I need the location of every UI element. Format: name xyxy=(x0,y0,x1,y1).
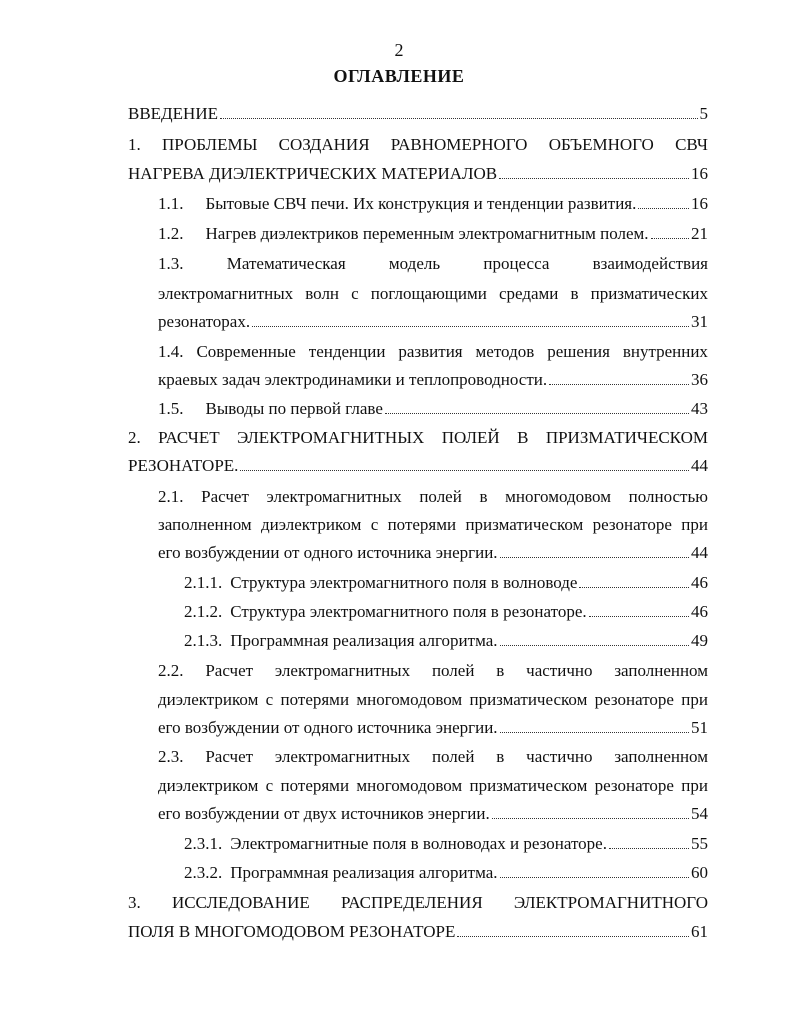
toc-word: при xyxy=(681,690,708,709)
toc-entry-title: его возбуждении от одного источника энергии. xyxy=(158,718,498,737)
toc-word: в xyxy=(479,487,488,506)
toc-word: резонаторе xyxy=(594,690,674,709)
leader-dots xyxy=(579,587,689,588)
toc-entry-title: Структура электромагнитного поля в резонаторе. xyxy=(230,602,587,621)
toc-entry-2-1-1 xyxy=(184,571,708,595)
toc-entry-1-2 xyxy=(158,222,708,246)
toc-entry-title: его возбуждении от одного источника энергии. xyxy=(158,543,498,562)
toc-entry-1-3-line2 xyxy=(158,282,708,306)
toc-word: взаимодействия xyxy=(592,254,708,273)
toc-entry-number: 2.1.3. xyxy=(184,631,223,650)
toc-entry-page: 36 xyxy=(691,370,708,389)
leader-dots xyxy=(500,877,689,878)
toc-entry-2-1-line3 xyxy=(158,541,708,565)
toc-word: ПРИЗМАТИЧЕСКОМ xyxy=(545,428,708,447)
toc-entry-page: 55 xyxy=(691,834,708,853)
toc-entry-number: 1.2. xyxy=(158,224,184,243)
toc-entry-2-3-1 xyxy=(184,832,708,856)
toc-word: РАСЧЕТ xyxy=(158,428,220,447)
toc-entry-title: Бытовые СВЧ печи. Их конструкция и тенденции развития. xyxy=(205,194,637,213)
toc-word: многомодовом xyxy=(505,487,611,506)
leader-dots xyxy=(609,848,689,849)
toc-entry-title: ВВЕДЕНИЕ xyxy=(128,104,218,123)
toc-entry-page: 49 xyxy=(691,631,708,650)
toc-entry-title: Нагрев диэлектриков переменным электромагнитным полем. xyxy=(205,224,649,243)
leader-dots xyxy=(549,384,689,385)
toc-word: СОЗДАНИЯ xyxy=(278,135,370,154)
toc-entry-page: 44 xyxy=(691,456,708,475)
toc-word: электромагнитных xyxy=(274,747,411,766)
toc-word: потерями xyxy=(280,690,350,709)
toc-word: диэлектриком xyxy=(261,515,362,534)
toc-entry-title: ПОЛЯ В МНОГОМОДОВОМ РЕЗОНАТОРЕ xyxy=(128,922,456,941)
toc-word: частично xyxy=(526,661,593,680)
toc-word: с xyxy=(351,284,359,303)
toc-word: заполненном xyxy=(614,747,708,766)
toc-entry-page: 16 xyxy=(691,194,708,213)
toc-word: в xyxy=(570,284,579,303)
leader-dots xyxy=(385,413,689,414)
toc-word: заполненном xyxy=(158,515,252,534)
toc-word: РАВНОМЕРНОГО xyxy=(390,135,528,154)
toc-entry-1-4-line2 xyxy=(158,368,708,392)
toc-word: ИССЛЕДОВАНИЕ xyxy=(171,893,310,912)
toc-word: поглощающими xyxy=(370,284,487,303)
toc-word: с xyxy=(370,515,379,534)
leader-dots xyxy=(651,238,689,239)
toc-word: диэлектриком xyxy=(158,776,259,795)
toc-entry-2-line2 xyxy=(128,454,708,478)
toc-word: резонаторе xyxy=(594,776,674,795)
toc-entry-1-line1 xyxy=(128,133,708,157)
leader-dots xyxy=(240,470,689,471)
toc-entry-number: 3. xyxy=(128,893,141,912)
toc-entry-3-line2 xyxy=(128,920,708,944)
toc-entry-title: Электромагнитные поля в волноводах и резонаторе. xyxy=(230,834,607,853)
toc-entry-3-line1 xyxy=(128,891,708,915)
toc-word: внутренних xyxy=(622,342,708,361)
toc-entry-2-3-2 xyxy=(184,861,708,885)
toc-word: Расчет xyxy=(205,661,254,680)
toc-word: РАСПРЕДЕЛЕНИЯ xyxy=(340,893,483,912)
toc-entry-page: 21 xyxy=(691,224,708,243)
toc-entry-page: 16 xyxy=(691,164,708,183)
leader-dots xyxy=(500,645,689,646)
toc-word: в xyxy=(496,747,505,766)
toc-entry-2-1-line2 xyxy=(158,513,708,537)
toc-word: с xyxy=(265,776,274,795)
toc-entry-title: Программная реализация алгоритма. xyxy=(230,631,498,650)
toc-word: Расчет xyxy=(205,747,254,766)
toc-word: призматическом xyxy=(465,515,584,534)
toc-word: полей xyxy=(431,661,475,680)
toc-word: призматическом xyxy=(469,690,588,709)
toc-entry-1-3-line1 xyxy=(158,252,708,276)
toc-word: ПРОБЛЕМЫ xyxy=(162,135,258,154)
toc-entry-page: 60 xyxy=(691,863,708,882)
toc-word: резонаторе xyxy=(592,515,672,534)
toc-word: ПОЛЕЙ xyxy=(441,428,500,447)
toc-entry-number: 1.1. xyxy=(158,194,184,213)
toc-word: при xyxy=(681,515,708,534)
toc-word: электромагнитных xyxy=(274,661,411,680)
toc-word: электромагнитных xyxy=(158,284,294,303)
toc-word: при xyxy=(681,776,708,795)
toc-entry-number: 1.3. xyxy=(158,254,184,273)
toc-entry-2-3-line3 xyxy=(158,802,708,826)
page-title: ОГЛАВЛЕНИЕ xyxy=(333,66,465,86)
toc-word: средами xyxy=(498,284,559,303)
toc-word: частично xyxy=(526,747,593,766)
toc-entry-2-1-3 xyxy=(184,629,708,653)
toc-entry-title: краевых задач электродинамики и теплопроводности. xyxy=(158,370,548,389)
toc-word: Расчет xyxy=(201,487,249,506)
leader-dots xyxy=(492,818,689,819)
leader-dots xyxy=(638,208,689,209)
toc-entry-2-line1 xyxy=(128,426,708,450)
toc-word: методов xyxy=(475,342,535,361)
toc-entry-2-2-line1 xyxy=(158,659,708,683)
leader-dots xyxy=(220,118,698,119)
toc-entry-number: 1. xyxy=(128,135,141,154)
toc-word: ЭЛЕКТРОМАГНИТНОГО xyxy=(513,893,708,912)
toc-word: полей xyxy=(419,487,462,506)
toc-word: тенденции xyxy=(308,342,386,361)
toc-word: диэлектриком xyxy=(158,690,259,709)
leader-dots xyxy=(589,616,689,617)
toc-word: Современные xyxy=(196,342,296,361)
toc-entry-title: РЕЗОНАТОРЕ. xyxy=(128,456,239,475)
toc-entry-2-1-line1 xyxy=(158,485,708,509)
toc-entry-1-3-line3 xyxy=(158,310,708,334)
leader-dots xyxy=(500,732,689,733)
toc-word: призматическом xyxy=(469,776,588,795)
toc-entry-page: 54 xyxy=(691,804,708,823)
toc-entry-2-2-line3 xyxy=(158,716,708,740)
toc-entry-page: 5 xyxy=(699,104,708,123)
toc-word: призматических xyxy=(590,284,708,303)
toc-entry-intro xyxy=(128,102,708,126)
toc-entry-page: 43 xyxy=(691,399,708,418)
toc-word: ОБЪЕМНОГО xyxy=(548,135,654,154)
toc-entry-1-5 xyxy=(158,397,708,421)
toc-entry-page: 46 xyxy=(691,602,708,621)
toc-word: потерями xyxy=(387,515,457,534)
toc-entry-page: 51 xyxy=(691,718,708,737)
toc-entry-number: 2.1.2. xyxy=(184,602,223,621)
leader-dots xyxy=(499,178,689,179)
toc-word: модель xyxy=(388,254,441,273)
toc-entry-title: Структура электромагнитного поля в волноводе xyxy=(230,573,578,592)
toc-entry-number: 2. xyxy=(128,428,141,447)
toc-word: в xyxy=(496,661,505,680)
toc-entry-title: Выводы по первой главе xyxy=(205,399,383,418)
toc-entry-page: 61 xyxy=(691,922,708,941)
leader-dots xyxy=(457,936,689,937)
toc-entry-title: Программная реализация алгоритма. xyxy=(230,863,498,882)
toc-entry-2-1-2 xyxy=(184,600,708,624)
toc-entry-number: 2.3.2. xyxy=(184,863,223,882)
toc-word: электромагнитных xyxy=(266,487,402,506)
toc-word: Математическая xyxy=(226,254,346,273)
toc-entry-number: 2.1. xyxy=(158,487,184,506)
toc-word: В xyxy=(517,428,529,447)
toc-entry-number: 2.1.1. xyxy=(184,573,223,592)
leader-dots xyxy=(500,557,689,558)
toc-entry-page: 44 xyxy=(691,543,708,562)
leader-dots xyxy=(252,326,689,327)
toc-entry-1-4-line1 xyxy=(158,340,708,364)
toc-entry-2-2-line2 xyxy=(158,688,708,712)
toc-entry-1-line2 xyxy=(128,162,708,186)
toc-word: полей xyxy=(431,747,475,766)
toc-entry-2-3-line1 xyxy=(158,745,708,769)
toc-entry-title: НАГРЕВА ДИЭЛЕКТРИЧЕСКИХ МАТЕРИАЛОВ xyxy=(128,164,498,183)
toc-word: многомодовом xyxy=(356,690,463,709)
toc-word: многомодовом xyxy=(356,776,463,795)
toc-word: полностью xyxy=(628,487,708,506)
toc-entry-number: 2.2. xyxy=(158,661,184,680)
toc-word: решения xyxy=(547,342,610,361)
toc-word: потерями xyxy=(280,776,350,795)
toc-word: развития xyxy=(398,342,463,361)
toc-word: заполненном xyxy=(614,661,708,680)
toc-word: ЭЛЕКТРОМАГНИТНЫХ xyxy=(237,428,425,447)
toc-entry-number: 1.5. xyxy=(158,399,184,418)
toc-word: процесса xyxy=(483,254,550,273)
toc-entry-number: 2.3. xyxy=(158,747,184,766)
toc-entry-2-3-line2 xyxy=(158,774,708,798)
page-number: 2 xyxy=(394,40,404,60)
toc-entry-page: 46 xyxy=(691,573,708,592)
toc-word: с xyxy=(265,690,274,709)
toc-entry-title: его возбуждении от двух источников энергии. xyxy=(158,804,490,823)
toc-entry-1-1 xyxy=(158,192,708,216)
toc-entry-title: резонаторах. xyxy=(158,312,251,331)
toc-word: волн xyxy=(305,284,340,303)
toc-entry-number: 1.4. xyxy=(158,342,184,361)
toc-entry-page: 31 xyxy=(691,312,708,331)
toc-word: СВЧ xyxy=(675,135,708,154)
toc-entry-number: 2.3.1. xyxy=(184,834,223,853)
